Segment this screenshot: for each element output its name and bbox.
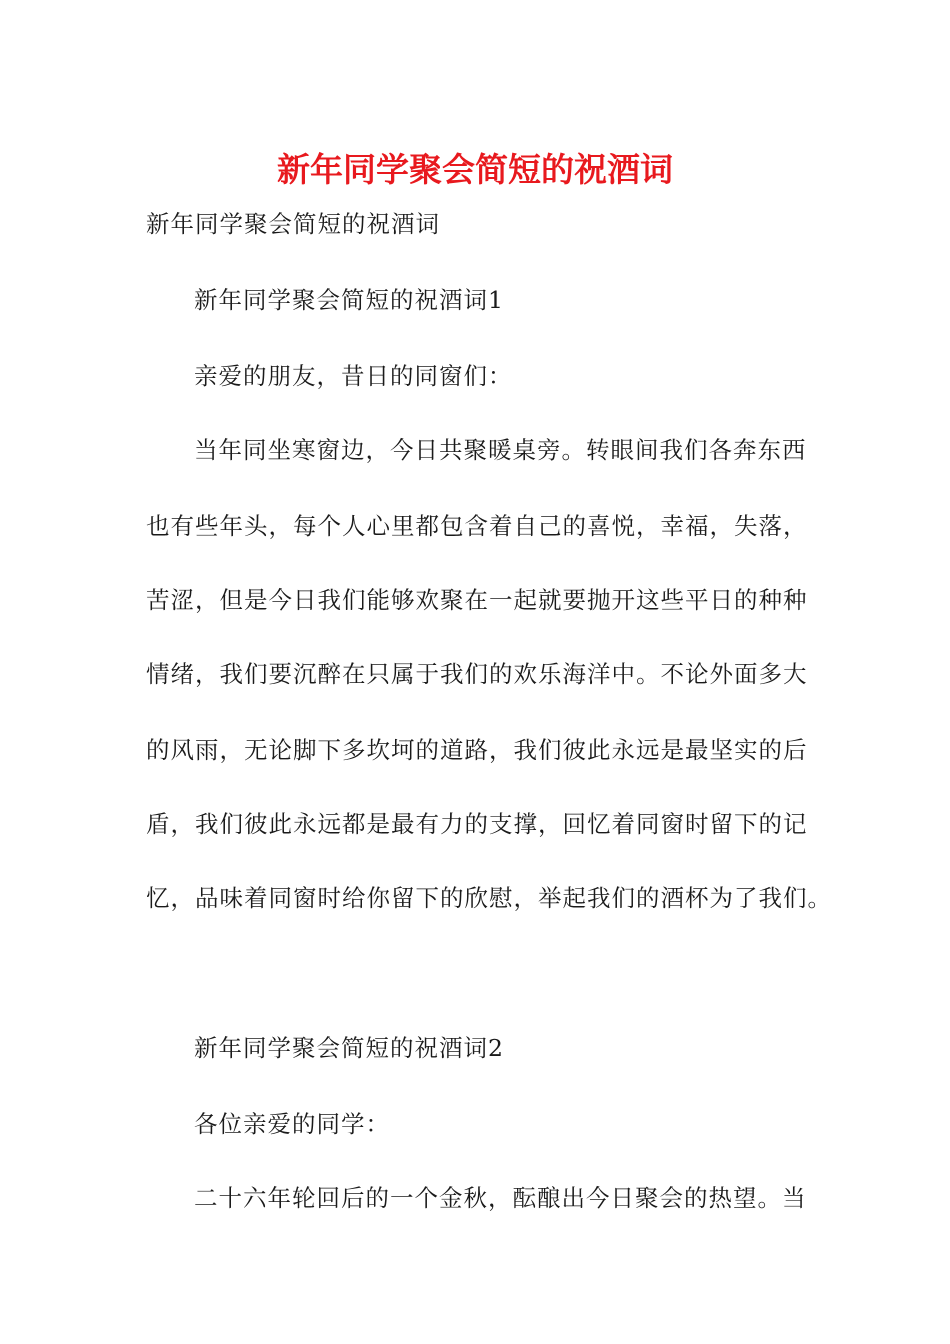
paragraph-line: 盾，我们彼此永远都是最有力的支撑，回忆着同窗时留下的记 [146, 810, 808, 838]
section-2-greeting: 各位亲爱的同学： [194, 1110, 390, 1138]
paragraph-line: 苦涩，但是今日我们能够欢聚在一起就要抛开这些平日的种种 [146, 586, 808, 614]
paragraph-line: 情绪，我们要沉醉在只属于我们的欢乐海洋中。不论外面多大 [146, 660, 808, 688]
section-1-greeting: 亲爱的朋友，昔日的同窗们： [194, 362, 513, 390]
document-title: 新年同学聚会简短的祝酒词 [277, 150, 673, 189]
paragraph-line: 二十六年轮回后的一个金秋，酝酿出今日聚会的热望。当 [194, 1184, 807, 1212]
section-1-heading: 新年同学聚会简短的祝酒词1 [194, 286, 504, 314]
section-2-heading: 新年同学聚会简短的祝酒词2 [194, 1034, 504, 1062]
paragraph-line: 的风雨，无论脚下多坎坷的道路，我们彼此永远是最坚实的后 [146, 736, 808, 764]
paragraph-line: 忆，品味着同窗时给你留下的欣慰，举起我们的酒杯为了我们。 [146, 884, 832, 912]
document-subtitle: 新年同学聚会简短的祝酒词 [146, 210, 440, 238]
paragraph-line: 当年同坐寒窗边，今日共聚暖桌旁。转眼间我们各奔东西 [194, 436, 807, 464]
paragraph-line: 也有些年头，每个人心里都包含着自己的喜悦，幸福，失落， [146, 512, 808, 540]
